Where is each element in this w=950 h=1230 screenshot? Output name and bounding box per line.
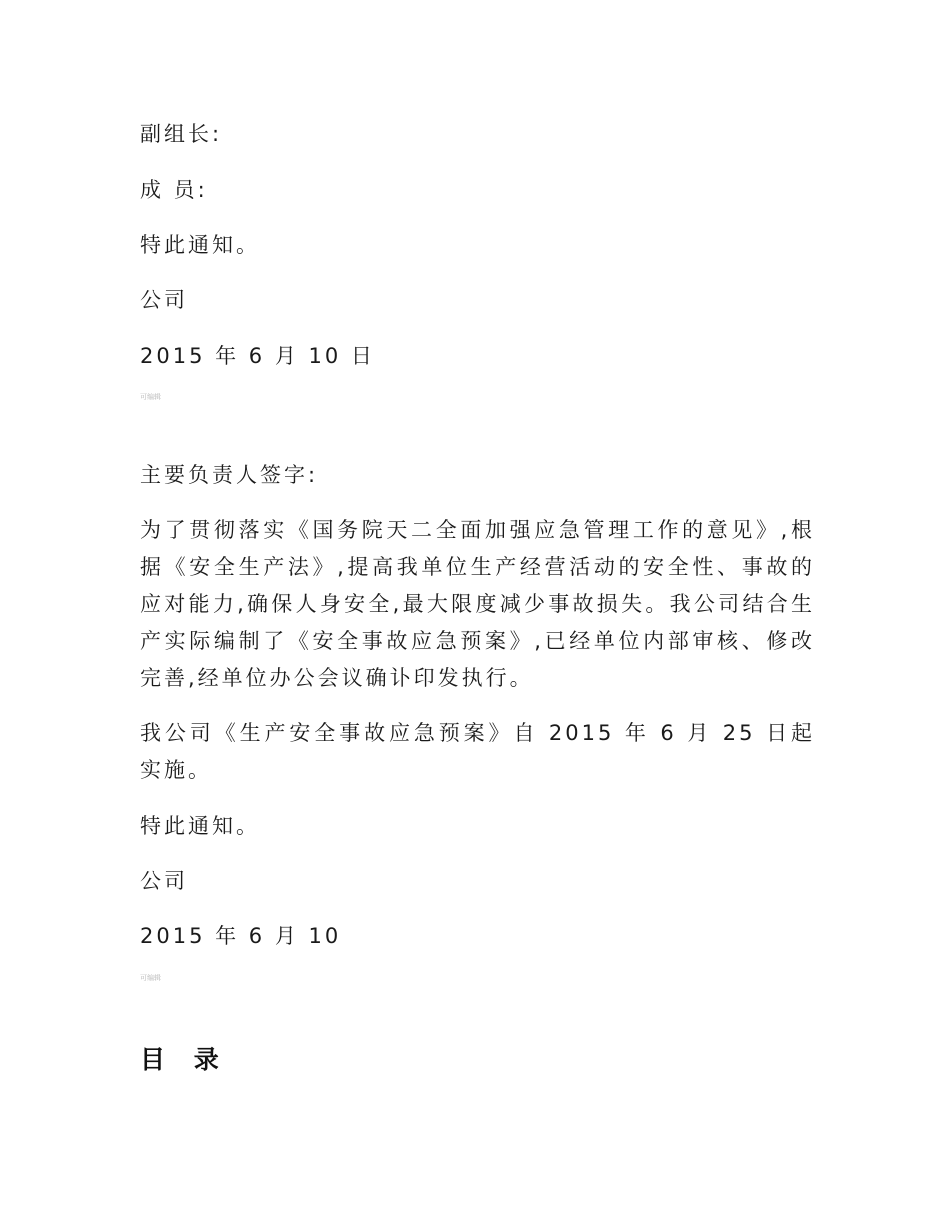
notice-text: 特此通知。 (140, 233, 260, 257)
issue-date: 2015 年 6 月 10 日 (140, 344, 375, 368)
page-footer-mark: 可编辑 (140, 393, 161, 401)
vice-leader-label: 副组长: (140, 122, 223, 146)
body-paragraph-1: 为了贯彻落实《国务院天二全面加强应急管理工作的意见》,根据《安全生产法》,提高我单位生产经营活动的安全性、事故的应对能力,确保人身安全,最大限度减少事故损失。我公司结合生产实际编制了《安全事故应急预案》,已经单位内部审核、修改完善,经单位办公会议确讣印发执行。 (140, 518, 815, 690)
notice-text-2: 特此通知。 (140, 814, 260, 838)
toc-title: 目 录 (140, 1045, 229, 1074)
members-label: 成 员: (140, 178, 208, 202)
body-paragraph-2: 我公司《生产安全事故应急预案》自 2015 年 6 月 25 日起实施。 (140, 721, 815, 782)
issue-date-2: 2015 年 6 月 10 (140, 924, 342, 948)
company-name-2: 公司 (140, 869, 188, 893)
signature-label: 主要负责人签字: (140, 463, 319, 487)
company-name: 公司 (140, 288, 188, 312)
page-footer-mark-2: 可编辑 (140, 974, 161, 982)
